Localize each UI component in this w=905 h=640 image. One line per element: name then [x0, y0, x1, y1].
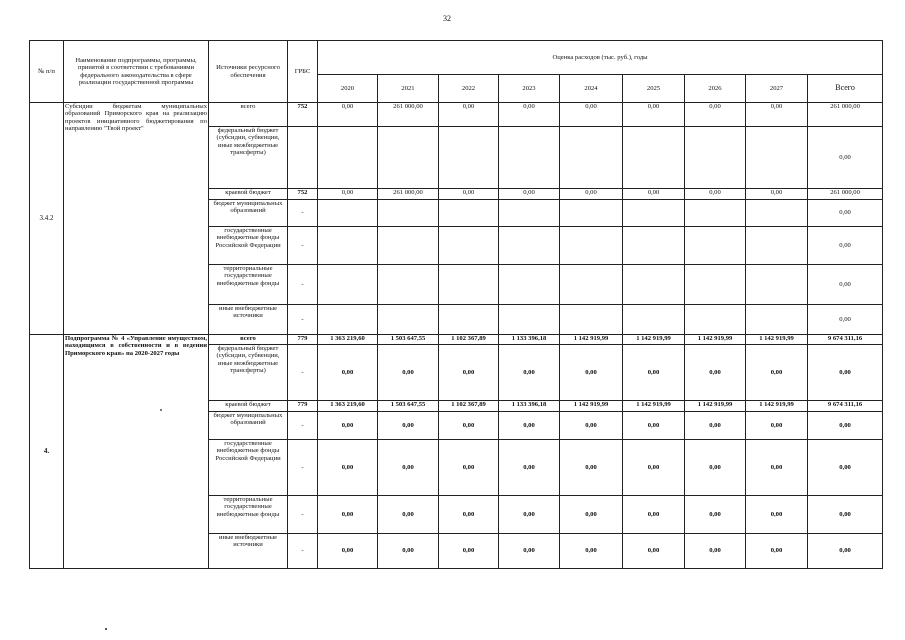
- header-year: 2023: [499, 75, 560, 103]
- row-total: 0,00: [808, 200, 883, 227]
- year-value: [439, 227, 499, 265]
- scan-speck: [160, 409, 162, 411]
- year-value: 0,00: [560, 440, 623, 496]
- year-value: 1 133 396,18: [499, 335, 560, 345]
- funding-source: всего: [209, 335, 288, 345]
- funding-source: иные внебюджетные источники: [209, 305, 288, 335]
- year-value: 0,00: [439, 496, 499, 534]
- grbs-code: -: [288, 534, 318, 569]
- funding-source: всего: [209, 103, 288, 127]
- year-value: 0,00: [378, 412, 439, 440]
- section-3-4-2: [30, 103, 883, 335]
- year-value: 0,00: [685, 440, 746, 496]
- year-value: 0,00: [378, 345, 439, 401]
- year-value: 1 363 219,60: [318, 401, 378, 412]
- year-value: [746, 127, 808, 189]
- year-value: 0,00: [318, 496, 378, 534]
- grbs-code: -: [288, 265, 318, 305]
- year-value: 0,00: [685, 412, 746, 440]
- row-number: 3.4.2: [30, 103, 64, 335]
- grbs-code: -: [288, 200, 318, 227]
- year-value: 0,00: [623, 412, 685, 440]
- header-year: 2026: [685, 75, 746, 103]
- year-value: [499, 265, 560, 305]
- year-value: 1 363 219,60: [318, 335, 378, 345]
- year-value: 0,00: [318, 189, 378, 200]
- year-value: [318, 265, 378, 305]
- table-header: [30, 41, 883, 103]
- header-total: Всего: [808, 75, 883, 103]
- year-value: [439, 127, 499, 189]
- row-total: 9 674 311,16: [808, 401, 883, 412]
- funding-source: федеральный бюджет (субсидии, субвенции, иные межбюджетные трансферты): [209, 345, 288, 401]
- year-value: [560, 265, 623, 305]
- year-value: [685, 227, 746, 265]
- year-value: [746, 305, 808, 335]
- year-value: [623, 227, 685, 265]
- year-value: 0,00: [623, 103, 685, 127]
- year-value: 0,00: [685, 189, 746, 200]
- year-value: 0,00: [685, 496, 746, 534]
- year-value: 0,00: [439, 103, 499, 127]
- header-year: 2027: [746, 75, 808, 103]
- year-value: 0,00: [499, 345, 560, 401]
- grbs-code: -: [288, 496, 318, 534]
- year-value: [623, 265, 685, 305]
- funding-source: краевой бюджет: [209, 401, 288, 412]
- year-value: 0,00: [746, 496, 808, 534]
- year-value: [499, 227, 560, 265]
- year-value: 0,00: [685, 534, 746, 569]
- year-value: 1 142 919,99: [746, 401, 808, 412]
- year-value: 0,00: [623, 496, 685, 534]
- year-value: 0,00: [746, 440, 808, 496]
- year-value: [746, 265, 808, 305]
- year-value: [685, 265, 746, 305]
- year-value: 0,00: [439, 440, 499, 496]
- header-source: Источники ресурсного обеспечения: [209, 41, 288, 103]
- row-total: 0,00: [808, 412, 883, 440]
- year-value: [560, 127, 623, 189]
- year-value: [439, 305, 499, 335]
- year-value: [439, 200, 499, 227]
- row-total: 0,00: [808, 440, 883, 496]
- year-value: [499, 200, 560, 227]
- year-value: [623, 305, 685, 335]
- year-value: 0,00: [499, 534, 560, 569]
- row-total: 0,00: [808, 496, 883, 534]
- year-value: [560, 305, 623, 335]
- table-row: [30, 335, 883, 345]
- row-total: 261 000,00: [808, 103, 883, 127]
- year-value: 1 142 919,99: [685, 335, 746, 345]
- year-value: [318, 200, 378, 227]
- budget-table: [29, 40, 883, 569]
- year-value: 1 142 919,99: [623, 335, 685, 345]
- year-value: 0,00: [560, 103, 623, 127]
- year-value: 0,00: [746, 189, 808, 200]
- year-value: 0,00: [439, 534, 499, 569]
- year-value: 0,00: [623, 534, 685, 569]
- year-value: [378, 227, 439, 265]
- year-value: 0,00: [560, 534, 623, 569]
- year-value: [439, 265, 499, 305]
- year-value: [685, 127, 746, 189]
- year-value: [378, 265, 439, 305]
- year-value: [378, 127, 439, 189]
- year-value: 0,00: [623, 440, 685, 496]
- header-num: № п/п: [30, 41, 64, 103]
- year-value: 0,00: [378, 534, 439, 569]
- year-value: 0,00: [746, 103, 808, 127]
- program-name: Субсидии бюджетам муниципальных образований Приморского края на реализацию проектов инициативного бюджетирования по направлению "Твой проект": [64, 103, 209, 335]
- grbs-code: 752: [288, 103, 318, 127]
- grbs-code: [288, 127, 318, 189]
- funding-source: бюджет муниципальных образований: [209, 412, 288, 440]
- year-value: 0,00: [499, 496, 560, 534]
- year-value: 0,00: [623, 189, 685, 200]
- scan-speck: [105, 628, 107, 630]
- year-value: 0,00: [378, 496, 439, 534]
- year-value: 0,00: [499, 189, 560, 200]
- header-name: Наименование подпрограммы, программы, принятой в соответствии с требованиями федерального законодательства в сфере реализации государственной программы: [64, 41, 209, 103]
- grbs-code: -: [288, 305, 318, 335]
- funding-source: территориальные государственные внебюджетные фонды: [209, 265, 288, 305]
- year-value: 1 142 919,99: [623, 401, 685, 412]
- year-value: [378, 305, 439, 335]
- year-value: 1 503 647,55: [378, 335, 439, 345]
- year-value: 0,00: [623, 345, 685, 401]
- row-total: 0,00: [808, 127, 883, 189]
- year-value: 0,00: [499, 440, 560, 496]
- year-value: 261 000,00: [378, 189, 439, 200]
- grbs-code: 779: [288, 335, 318, 345]
- year-value: 0,00: [746, 345, 808, 401]
- funding-source: краевой бюджет: [209, 189, 288, 200]
- year-value: [499, 305, 560, 335]
- year-value: 0,00: [439, 412, 499, 440]
- grbs-code: -: [288, 440, 318, 496]
- year-value: [378, 200, 439, 227]
- year-value: 0,00: [560, 345, 623, 401]
- row-total: 0,00: [808, 305, 883, 335]
- row-total: 0,00: [808, 227, 883, 265]
- year-value: 1 142 919,99: [560, 401, 623, 412]
- year-value: [685, 305, 746, 335]
- row-total: 9 674 311,16: [808, 335, 883, 345]
- grbs-code: -: [288, 227, 318, 265]
- header-year: 2025: [623, 75, 685, 103]
- year-value: 1 503 647,55: [378, 401, 439, 412]
- grbs-code: 779: [288, 401, 318, 412]
- year-value: 0,00: [746, 412, 808, 440]
- section-4: [30, 335, 883, 569]
- year-value: 0,00: [685, 345, 746, 401]
- year-value: [560, 200, 623, 227]
- year-value: 0,00: [318, 440, 378, 496]
- funding-source: территориальные государственные внебюджетные фонды: [209, 496, 288, 534]
- year-value: 1 133 396,18: [499, 401, 560, 412]
- funding-source: государственные внебюджетные фонды Российской Федерации: [209, 440, 288, 496]
- program-name: Подпрограмма № 4 «Управление имуществом, находящимся в собственности и в ведении Приморского края» на 2020-2027 годы: [64, 335, 209, 569]
- year-value: 0,00: [499, 412, 560, 440]
- year-value: 0,00: [685, 103, 746, 127]
- row-total: 0,00: [808, 534, 883, 569]
- year-value: 0,00: [439, 345, 499, 401]
- year-value: [560, 227, 623, 265]
- year-value: 0,00: [318, 345, 378, 401]
- year-value: 1 102 367,89: [439, 401, 499, 412]
- year-value: 0,00: [378, 440, 439, 496]
- year-value: 0,00: [560, 412, 623, 440]
- year-value: 0,00: [560, 496, 623, 534]
- header-year: 2024: [560, 75, 623, 103]
- year-value: 0,00: [746, 534, 808, 569]
- year-value: 0,00: [560, 189, 623, 200]
- year-value: 0,00: [318, 103, 378, 127]
- year-value: 0,00: [318, 534, 378, 569]
- year-value: [318, 127, 378, 189]
- year-value: 0,00: [439, 189, 499, 200]
- header-estimate: Оценка расходов (тыс. руб.), годы: [318, 41, 883, 75]
- year-value: [318, 227, 378, 265]
- header-year: 2022: [439, 75, 499, 103]
- year-value: 261 000,00: [378, 103, 439, 127]
- year-value: [746, 227, 808, 265]
- header-grbs: ГРБС: [288, 41, 318, 103]
- funding-source: иные внебюджетные источники: [209, 534, 288, 569]
- row-total: 0,00: [808, 345, 883, 401]
- funding-source: государственные внебюджетные фонды Российской Федерации: [209, 227, 288, 265]
- year-value: [746, 200, 808, 227]
- year-value: [623, 127, 685, 189]
- header-year: 2020: [318, 75, 378, 103]
- year-value: 0,00: [318, 412, 378, 440]
- year-value: [318, 305, 378, 335]
- grbs-code: 752: [288, 189, 318, 200]
- row-number: 4.: [30, 335, 64, 569]
- table-row: [30, 103, 883, 127]
- page-number: 32: [443, 14, 451, 23]
- year-value: [499, 127, 560, 189]
- grbs-code: -: [288, 412, 318, 440]
- row-total: 261 000,00: [808, 189, 883, 200]
- year-value: 1 102 367,89: [439, 335, 499, 345]
- grbs-code: -: [288, 345, 318, 401]
- year-value: 1 142 919,99: [746, 335, 808, 345]
- year-value: 1 142 919,99: [560, 335, 623, 345]
- row-total: 0,00: [808, 265, 883, 305]
- funding-source: федеральный бюджет (субсидии, субвенции, иные межбюджетные трансферты): [209, 127, 288, 189]
- year-value: 1 142 919,99: [685, 401, 746, 412]
- year-value: [623, 200, 685, 227]
- funding-source: бюджет муниципальных образований: [209, 200, 288, 227]
- year-value: 0,00: [499, 103, 560, 127]
- year-value: [685, 200, 746, 227]
- header-year: 2021: [378, 75, 439, 103]
